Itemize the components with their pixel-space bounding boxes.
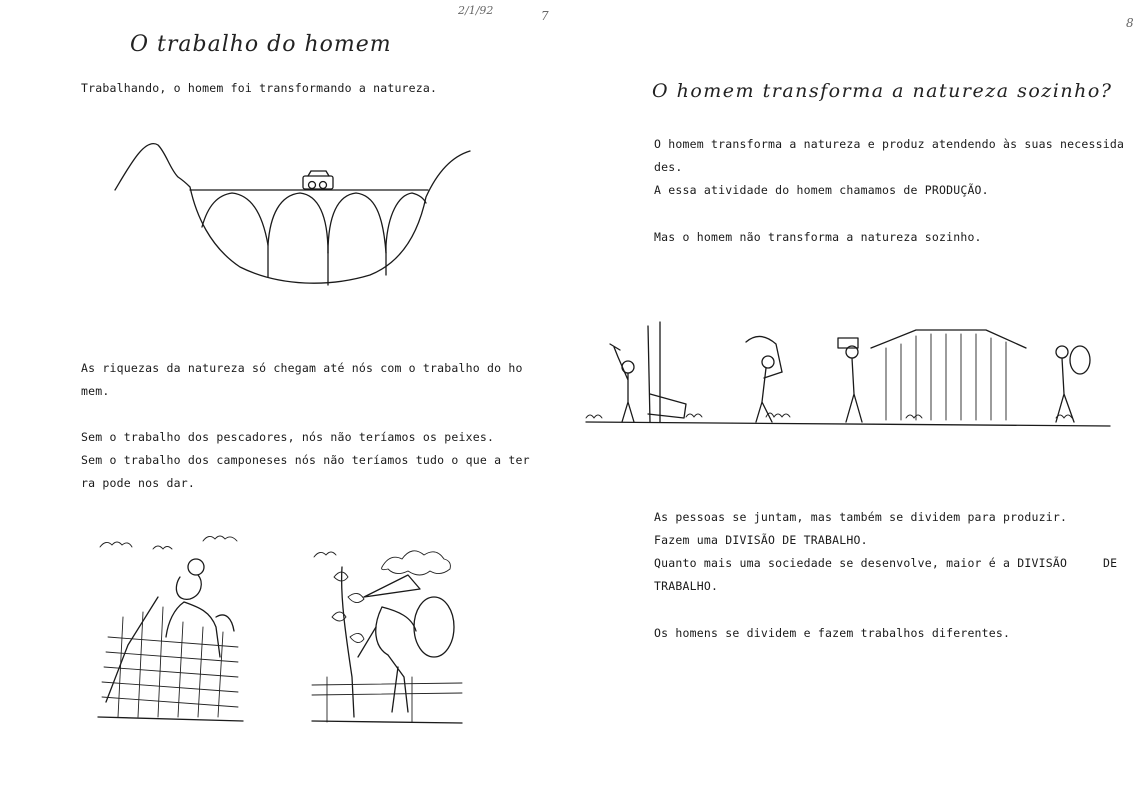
date-mark: 2/1/92: [458, 4, 494, 17]
peasant-illustration: [312, 527, 462, 727]
page-number-left: 7: [541, 9, 549, 23]
p4-text: Os homens se dividem e fazem trabalhos diferentes.: [654, 626, 1011, 640]
para2-line3: ra pode nos dar.: [81, 476, 195, 490]
car-icon: [303, 171, 333, 189]
village-work-illustration: [586, 322, 1110, 437]
para2-line2: Sem o trabalho dos camponeses nós não teríamos tudo o que a ter: [81, 453, 530, 467]
p3-line1: As pessoas se juntam, mas também se dividem para produzir.: [654, 510, 1068, 524]
para1-line1: As riquezas da natureza só chegam até nós com o trabalho do ho: [81, 361, 523, 375]
bridge-illustration: [100, 135, 480, 295]
p3-line3a: Quanto mais uma sociedade se desenvolve, maior é a DIVISÃO: [654, 556, 1068, 570]
p3-line2: Fazem uma DIVISÃO DE TRABALHO.: [654, 533, 868, 547]
p2-text: Mas o homem não transforma a natureza sozinho.: [654, 230, 982, 244]
left-page-title: O trabalho do homem: [130, 32, 392, 57]
p1-line3: A essa atividade do homem chamamos de PRODUÇÃO.: [654, 183, 989, 197]
intro-text: Trabalhando, o homem foi transformando a natureza.: [81, 81, 438, 95]
p3-line4: TRABALHO.: [654, 579, 719, 593]
p3-line3b: DE: [1103, 556, 1118, 570]
right-page-title: O homem transforma a natureza sozinho?: [652, 80, 1113, 102]
p1-line2: des.: [654, 160, 683, 174]
para1-line2: mem.: [81, 384, 110, 398]
right-page: [570, 0, 1139, 804]
p1-line1: O homem transforma a natureza e produz atendendo às suas necessida: [654, 137, 1125, 151]
para2-line1: Sem o trabalho dos pescadores, nós não teríamos os peixes.: [81, 430, 495, 444]
page-number-right: 8: [1126, 16, 1134, 30]
fisherman-illustration: [98, 527, 243, 727]
